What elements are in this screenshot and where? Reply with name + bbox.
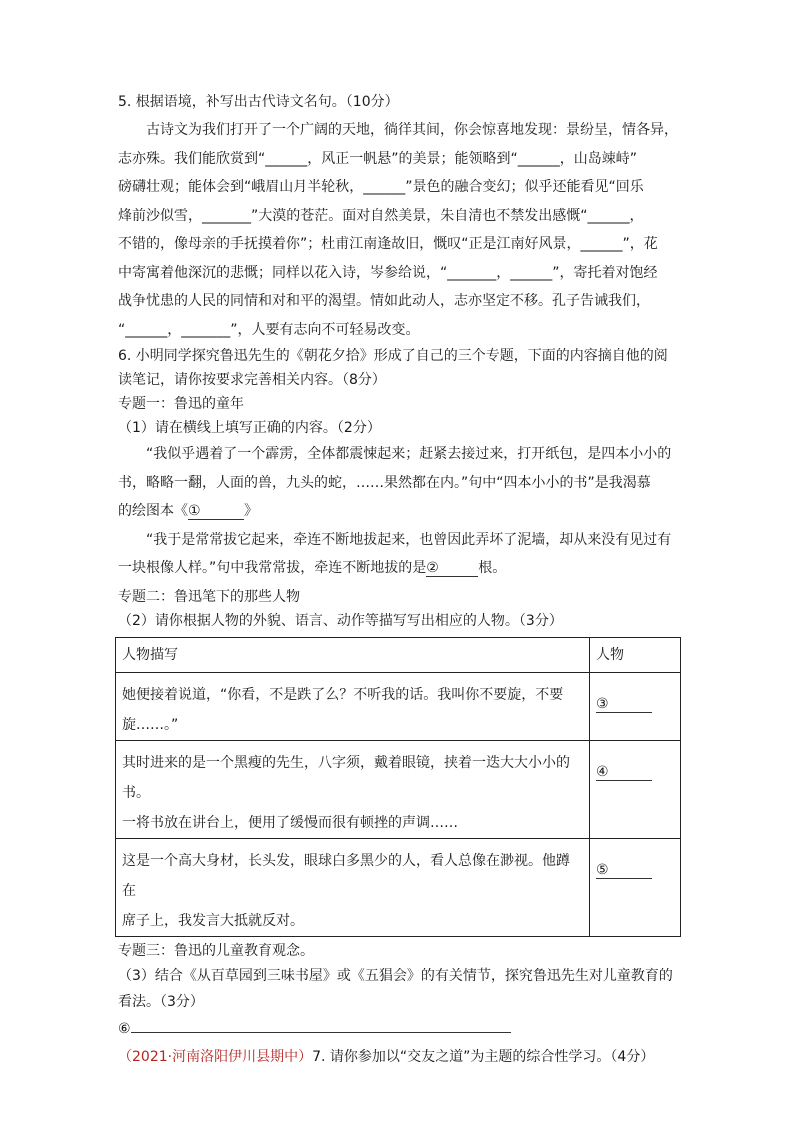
table-row bbox=[116, 838, 681, 936]
answer-underline-6[interactable] bbox=[131, 1018, 511, 1033]
para1-line: 书，略略一翻，人面的兽，九头的蛇，……果然都在内。”句中“四本小小的书”是我渴慕 bbox=[118, 474, 651, 491]
answer-line-6[interactable] bbox=[118, 1015, 683, 1043]
row-description bbox=[116, 672, 590, 740]
q5-line: 战争忧患的人民的同情和对和平的渴望。情如此动人，志亦坚定不移。孔子告诫我们， bbox=[118, 293, 650, 309]
sub2-instruction: （2）请你根据人物的外貌、语言、动作等描写写出相应的人物。（3分） bbox=[118, 612, 563, 629]
row-desc-line: 一将书放在讲台上，便用了缓慢而很有顿挫的声调…… bbox=[122, 814, 458, 831]
q5-line: 志亦殊。我们能欣赏到“______，风正一帆悬”的美景；能领略到“______，山岛竦峙” bbox=[118, 150, 638, 167]
q7-line bbox=[118, 1043, 683, 1071]
row-desc-line: 这是一个高大身材，长头发，眼球白多黑少的人，看人总像在渺视。他蹲在 bbox=[122, 852, 570, 899]
para1-text: 的绘图本《 bbox=[118, 503, 188, 519]
answer-blank-2[interactable] bbox=[426, 560, 478, 577]
topic2-heading: 专题二：鲁迅笔下的那些人物 bbox=[118, 588, 300, 605]
blank-label-5: ⑤ bbox=[596, 861, 609, 878]
q6-title-cont: 读笔记，请你按要求完善相关内容。（8分） bbox=[118, 372, 386, 388]
blank-label-4: ④ bbox=[596, 763, 609, 780]
answer-blank-4[interactable] bbox=[596, 764, 652, 781]
q7-source: （2021·河南洛阳伊川县期中） bbox=[118, 1048, 313, 1065]
blank-label-6: ⑥ bbox=[118, 1020, 131, 1037]
table-header: 人物 bbox=[590, 637, 681, 672]
table-header-row bbox=[116, 637, 681, 672]
row-desc-line: 席子上，我发言大抵就反对。 bbox=[122, 912, 304, 929]
para2-line: “我于是常常拔它起来，牵连不断地拔起来，也曾因此弄坏了泥墙，却从来没有见过有 bbox=[146, 531, 672, 548]
q5-title: 5. 根据语境，补写出古代诗文名句。（10分） bbox=[118, 94, 399, 110]
blank-label-1: ① bbox=[188, 503, 201, 519]
row-description bbox=[116, 740, 590, 838]
answer-blank-3[interactable] bbox=[596, 696, 652, 713]
blank-label-2: ② bbox=[426, 560, 439, 576]
table-row bbox=[116, 672, 681, 740]
para1-line-end bbox=[118, 497, 683, 526]
answer-blank-1[interactable] bbox=[188, 503, 244, 520]
q5-line: “______，_______”，人要有志向不可轻易改变。 bbox=[118, 321, 420, 338]
para2-text: 一块根像人样。”句中我常常拔，牵连不断地拔的是 bbox=[118, 560, 427, 576]
sub3-instruction-cont: 看法。（3分） bbox=[118, 993, 204, 1010]
para1-line: “我似乎遇着了一个霹雳，全体都震悚起来；赶紧去接过来，打开纸包，是四本小小的 bbox=[146, 446, 672, 462]
topic1-heading: 专题一：鲁迅的童年 bbox=[118, 396, 244, 412]
q7-text: 7. 请你参加以“交友之道”为主题的综合性学习。（4分） bbox=[312, 1048, 655, 1065]
para2-end: 根。 bbox=[478, 560, 507, 576]
q5-line: 不错的，像母亲的手抚摸着你”；杜甫江南逢故旧，慨叹“正是江南好风景，______”，花 bbox=[118, 236, 658, 252]
q6-title: 6. 小明同学探究鲁迅先生的《朝花夕拾》形成了自己的三个专题，下面的内容摘自他的阅 bbox=[118, 348, 668, 364]
row-desc-line: 其时进来的是一个黑瘦的先生，八字须，戴着眼镜，挟着一迭大大小小的书。 bbox=[122, 754, 570, 801]
q5-line: 中寄寓着他深沉的悲慨；同样以花入诗，岑参给说，“_______，______”，寄托着对饱经 bbox=[118, 264, 658, 281]
answer-blank-5[interactable] bbox=[596, 862, 652, 879]
para1-close: 》 bbox=[244, 503, 258, 519]
q5-line: 磅礴壮观；能体会到“峨眉山月半轮秋，______”景色的融合变幻；似乎还能看见“回乐 bbox=[118, 179, 644, 195]
row-description bbox=[116, 838, 590, 936]
row-answer-cell[interactable] bbox=[590, 838, 681, 936]
table-header: 人物描写 bbox=[116, 637, 590, 672]
character-table bbox=[115, 637, 681, 937]
worksheet-page bbox=[118, 90, 683, 1071]
row-answer-cell[interactable] bbox=[590, 740, 681, 838]
topic3-heading: 专题三：鲁迅的儿童教育观念。 bbox=[118, 942, 314, 959]
table-row bbox=[116, 740, 681, 838]
q5-line: 烽前沙似雪，_______”大漠的苍茫。面对自然美景，朱自清也不禁发出感慨“______， bbox=[118, 207, 644, 224]
sub1-instruction: （1）请在横线上填写正确的内容。（2分） bbox=[118, 420, 381, 436]
para2-line-end bbox=[118, 554, 683, 583]
blank-label-3: ③ bbox=[596, 695, 609, 712]
q5-passage bbox=[118, 116, 683, 344]
row-desc-line: 她便接着说道，“你看，不是跌了么？不听我的话。我叫你不要旋，不要 bbox=[122, 686, 564, 703]
row-desc-line: 旋……。” bbox=[122, 716, 179, 733]
q5-line: 古诗文为我们打开了一个广阔的天地，徜徉其间，你会惊喜地发现：景纷呈，情各异， bbox=[146, 122, 678, 138]
row-answer-cell[interactable] bbox=[590, 672, 681, 740]
sub3-instruction: （3）结合《从百草园到三味书屋》或《五猖会》的有关情节，探究鲁迅先生对儿童教育的 bbox=[118, 967, 673, 984]
